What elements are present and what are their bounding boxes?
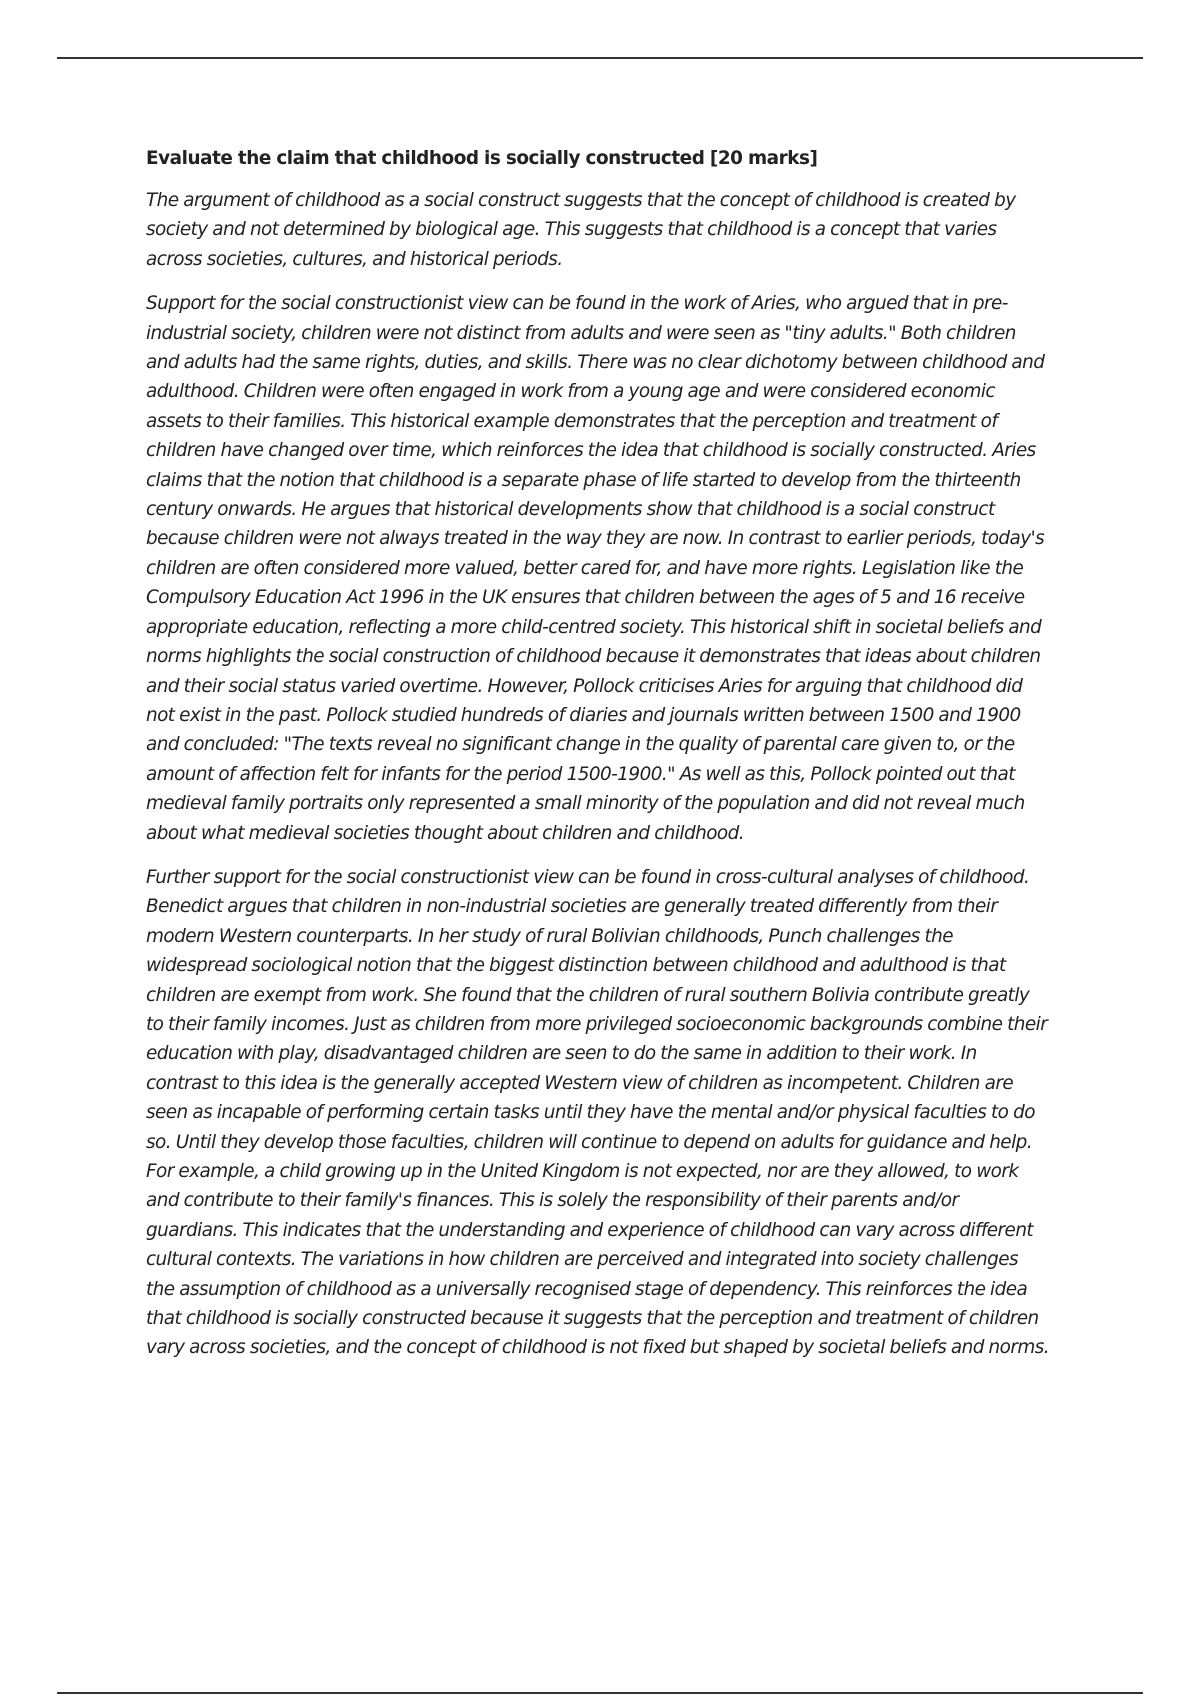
paragraph-introduction: The argument of childhood as a social construct suggests that the concept of childhood is created by society and not determined by biological age. This suggests that childhood is a concept that varies across societies, cultures, and historical periods. [146,190,1016,270]
paragraph-cross-cultural-evidence: Further support for the social constructionist view can be found in cross-cultural analyses of childhood. Benedict argues that children in non-industrial societies are generally treated differently from their modern Western counterparts. In her study of rural Bolivian childhoods, Punch challenges the widespread sociological notion that the biggest distinction between childhood and adulthood is that children are exempt from work. She found that the children of rural southern Bolivia contribute greatly to their family incomes. Just as children from more privileged socioeconomic backgrounds combine their education with play, disadvantaged children are seen to do the same in addition to their work. In contrast to this idea is the generally accepted Western view of children as incompetent. Children are seen as incapable of performing certain tasks until they have the mental and/or physical faculties to do so. Until they develop those faculties, children will continue to depend on adults for guidance and help. For example, a child growing up in the United Kingdom is not expected, nor are they allowed, to work and contribute to their family's finances. This is solely the responsibility of their parents and/or guardians. This indicates that the understanding and experience of childhood can vary across different cultural contexts. The variations in how children are perceived and integrated into society challenges the assumption of childhood as a universally recognised stage of dependency. This reinforces the idea that childhood is socially constructed because it suggests that the perception and treatment of children vary across societies, and the concept of childhood is not fixed but shaped by societal beliefs and norms. [146,866,1050,1359]
essay-title: Evaluate the claim that childhood is socially constructed [20 marks] [146,148,818,169]
footer-rule [57,1692,1143,1694]
paragraph-historical-evidence: Support for the social constructionist view can be found in the work of Aries, who argued that in pre-industrial society, children were not distinct from adults and were seen as "tiny adults." Both children and adults had the same rights, duties, and skills. There was no clear dichotomy between childhood and adulthood. Children were often engaged in work from a young age and were considered economic assets to their families. This historical example demonstrates that the perception and treatment of children have changed over time, which reinforces the idea that childhood is socially constructed. Aries claims that the notion that childhood is a separate phase of life started to develop from the thirteenth century onwards. He argues that historical developments show that childhood is a social construct because children were not always treated in the way they are now. In contrast to earlier periods, today's children are often considered more valued, better cared for, and have more rights. Legislation like the Compulsory Education Act 1996 in the UK ensures that children between the ages of 5 and 16 receive appropriate education, reflecting a more child-centred society. This historical shift in societal beliefs and norms highlights the social construction of childhood because it demonstrates that ideas about children and their social status varied overtime. However, Pollock criticises Aries for arguing that childhood did not exist in the past. Pollock studied hundreds of diaries and journals written between 1500 and 1900 and concluded: "The texts reveal no significant change in the quality of parental care given to, or the amount of affection felt for infants for the period 1500-1900." As well as this, Pollock pointed out that medieval family portraits only represented a small minority of the population and did not reveal much about what medieval societies thought about children and childhood. [146,293,1045,844]
header-rule [57,57,1143,59]
document-body [146,146,1051,1378]
